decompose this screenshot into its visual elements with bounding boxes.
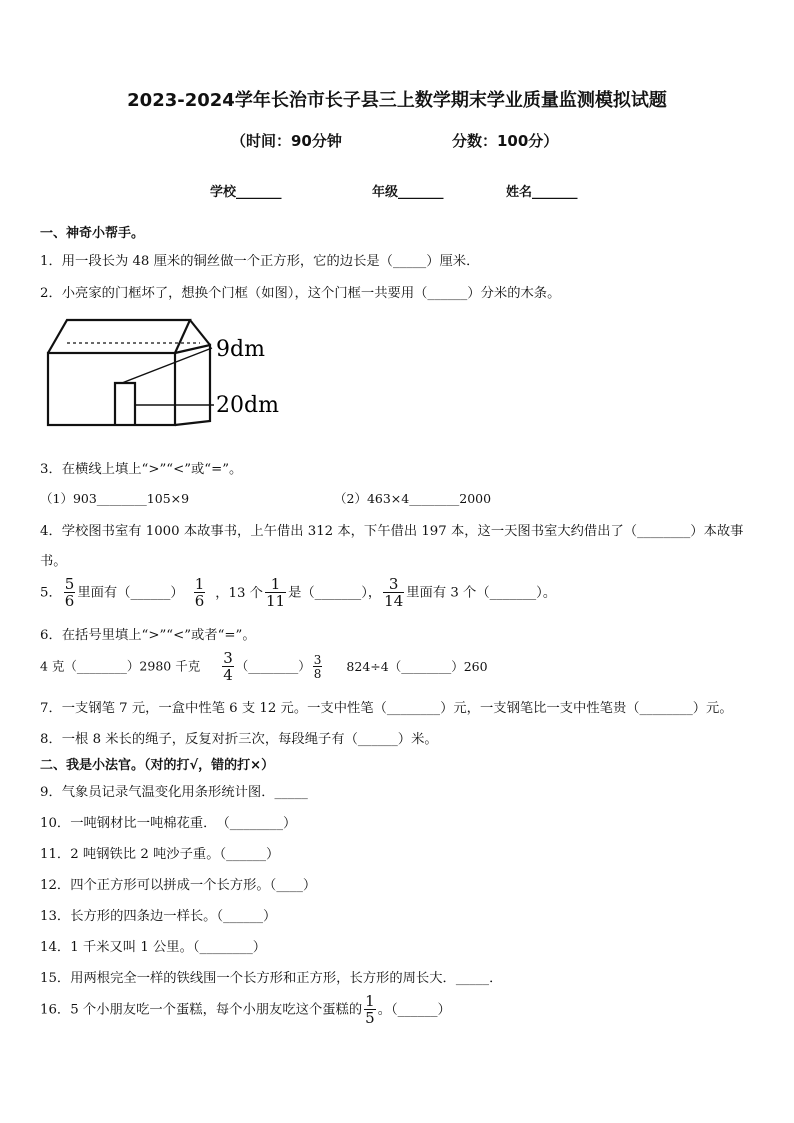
question-4-line-1: 4．学校图书室有 1000 本故事书，上午借出 312 本，下午借出 197 本，这一天图书室大约借出了（________）本故事 (40, 524, 744, 539)
fraction: $\frac{3}{14}$ (384, 575, 404, 610)
question-14: 14．1 千米又叫 1 公里。（________） (40, 940, 267, 955)
question-8: 8．一根 8 米长的绳子，反复对折三次，每段绳子有（______）米。 (40, 732, 438, 747)
fraction: $\frac{1}{6}$ (194, 575, 205, 610)
question-16: 16．5 个小朋友吃一个蛋糕，每个小朋友吃这个蛋糕的 $\frac{1}{5}$ 。（______） (40, 992, 451, 1027)
question-4-line-2: 书。 (40, 554, 67, 569)
question-15: 15．用两根完全一样的铁线围一个长方形和正方形，长方形的周长大．_____． (40, 971, 503, 986)
question-12: 12．四个正方形可以拼成一个长方形。（____） (40, 878, 317, 893)
question-3: 3．在横线上填上“>”“<”或“=”。 (40, 462, 243, 477)
exam-title: 2023-2024学年长治市长子县三上数学期末学业质量监测模拟试题 (127, 90, 667, 111)
question-5-number: 5． (40, 585, 62, 601)
question-11: 11．2 吨钢铁比 2 吨沙子重。（______） (40, 847, 280, 862)
question-7: 7．一支钢笔 7 元，一盒中性笔 6 支 12 元。一支中性笔（________）元，一支钢笔比一支中性笔贵（________）元。 (40, 701, 733, 716)
question-3-part-1: （1）903________105×9 (40, 491, 190, 506)
fraction: $\frac{3}{8}$ (313, 653, 322, 681)
school-field-label: 学校_______ (210, 185, 282, 200)
fraction: $\frac{1}{5}$ (365, 992, 375, 1027)
door-frame-figure (40, 315, 290, 430)
question-1: 1．用一段长为 48 厘米的铜丝做一个正方形，它的边长是（_____）厘米． (40, 254, 480, 269)
question-5: 5． $\frac{5}{6}$ 里面有（______） $\frac{1}{6}$ ，13 个 $\frac{1}{11}$ 是（_______）， $\frac{3}{14}$ 里面有 3 个（_______）。 (40, 575, 557, 610)
section-2-heading: 二、我是小法官。（对的打√，错的打×） (40, 758, 275, 773)
grade-field-label: 年级_______ (372, 185, 444, 200)
exam-score: 分数：100分） (452, 132, 559, 150)
question-3-part-2: （2）463×4________2000 (334, 491, 492, 506)
fraction: $\frac{1}{11}$ (265, 575, 286, 610)
question-6: 6．在括号里填上“>”“<”或者“=”。 (40, 628, 256, 643)
question-9: 9．气象员记录气温变化用条形统计图．_____ (40, 785, 308, 800)
exam-time: （时间：90分钟 (231, 132, 342, 150)
figure-label-20dm: 20dm (216, 393, 279, 418)
fraction: $\frac{5}{6}$ (64, 575, 75, 610)
question-2: 2．小亮家的门框坏了，想换个门框（如图），这个门框一共要用（______）分米的木条。 (40, 286, 561, 301)
name-field-label: 姓名_______ (506, 185, 578, 200)
question-10: 10．一吨钢材比一吨棉花重． （________） (40, 816, 297, 831)
fraction: $\frac{3}{4}$ (223, 649, 233, 684)
question-6-items: 4 克（________）2980 千克 $\frac{3}{4}$ （________） $\frac{3}{8}$ 824÷4（________）260 (40, 649, 488, 684)
figure-label-9dm: 9dm (216, 337, 265, 362)
question-13: 13．长方形的四条边一样长。（______） (40, 909, 277, 924)
section-1-heading: 一、神奇小帮手。 (40, 226, 145, 241)
